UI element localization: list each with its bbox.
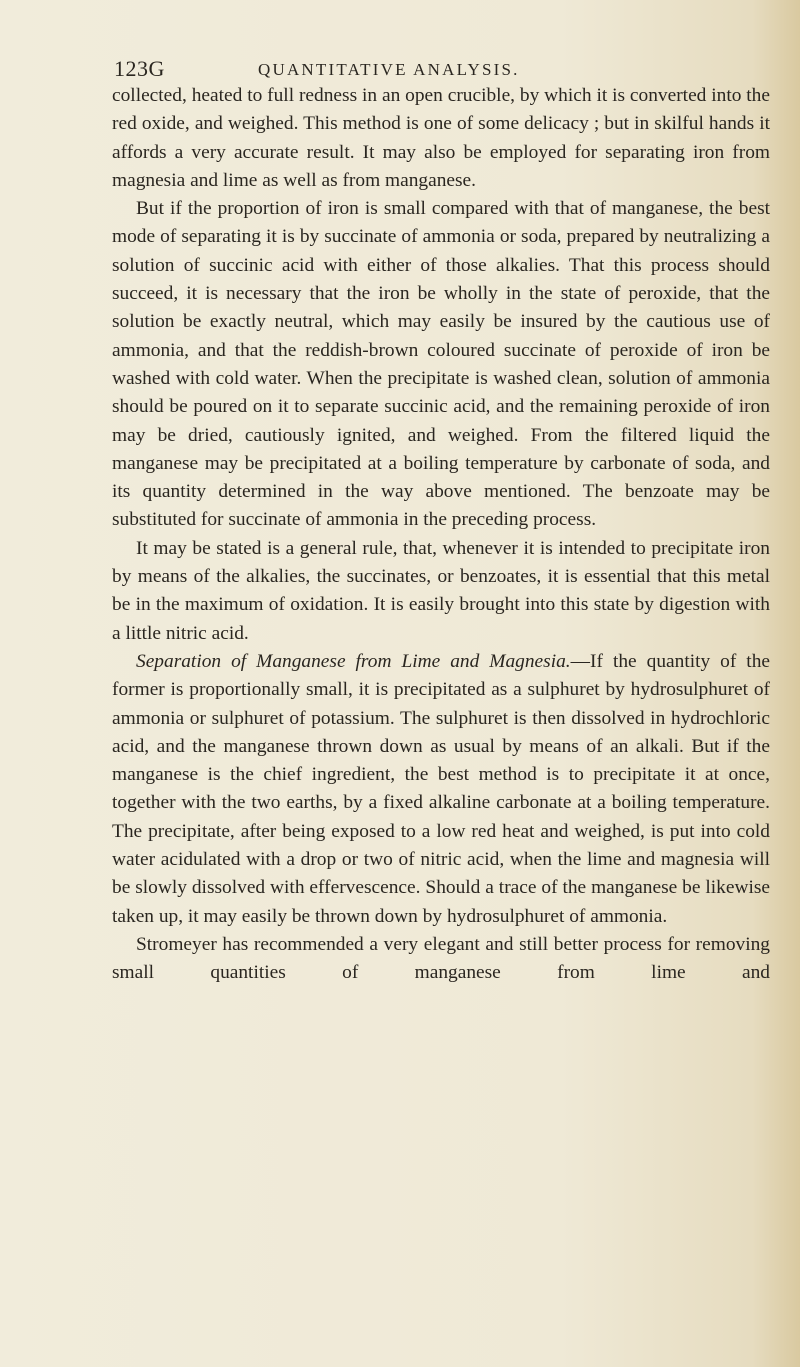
- paragraph-text: collected, heated to full redness in an open crucible, by which it is converted into the red oxide, and weighed. This method is one of some delicacy ; but in skilful hands it affords a very accurate result. It may also be employed for separating iron from magnesia and lime as well as from manganese.: [112, 85, 770, 191]
- paragraph-text: It may be stated is a general rule, that, whenever it is intended to precipitate iron by means of the alkalies, the succinates, or benzoates, it is essential that this metal be in the maximum of oxidation. It is easily brought into this state by digestion with a little nitric acid.: [112, 537, 770, 644]
- running-head: QUANTITATIVE ANALYSIS.: [258, 60, 520, 79]
- paragraph-text: But if the proportion of iron is small compared with that of manganese, the best mode of separating it is by succinate of ammonia or soda, prepared by neutralizing a solution of succinic acid with either of those alkalies. That this process should succeed, it is necessary that the iron be wholly in the state of peroxide, that the solution be exactly neutral, which may easily be insured by the cautious use of ammonia, and that the reddish-brown coloured succinate of peroxide of iron be washed with cold water. When the precipitate is washed clean, solution of ammonia should be poured on it to separate succinic acid, and the remaining peroxide of iron may be dried, cautiously ignited, and weighed. From the filtered liquid the manganese may be precipitated at a boiling temperature by carbonate of soda, and its quantity determined in the way above mentioned. The benzoate may be substituted for succinate of ammonia in the preceding process.: [112, 198, 770, 531]
- paragraph: [112, 648, 770, 931]
- paragraph: [112, 195, 770, 535]
- page-number: 123G: [114, 56, 165, 81]
- paragraph-text: —If the quantity of the former is proportionally small, it is precipitated as a sulphuret by hydrosulphuret of ammonia or sulphuret of potassium. The sulphuret is then dissolved in hydrochloric acid, and the manganese thrown down as usual by means of an alkali. But if the manganese is the chief ingredient, the best method is to precipitate it at once, together with the two earths, by a fixed alkaline carbonate at a boiling temperature. The precipitate, after being exposed to a low red heat and weighed, is put into cold water acidulated with a drop or two of nitric acid, when the lime and magnesia will be slowly dissolved with effervescence. Should a trace of the manganese be likewise taken up, it may easily be thrown down by hydrosulphuret of ammonia.: [112, 650, 770, 927]
- paragraph-text: Stromeyer has recommended a very elegant and still better process for removing small quantities of manganese from lime and: [112, 933, 770, 984]
- paragraph: [112, 535, 770, 648]
- section-heading: Separation of Manganese from Lime and Magnesia.: [136, 650, 571, 672]
- paragraph: [112, 82, 770, 195]
- paragraph: [112, 931, 770, 988]
- body-text: [112, 82, 770, 988]
